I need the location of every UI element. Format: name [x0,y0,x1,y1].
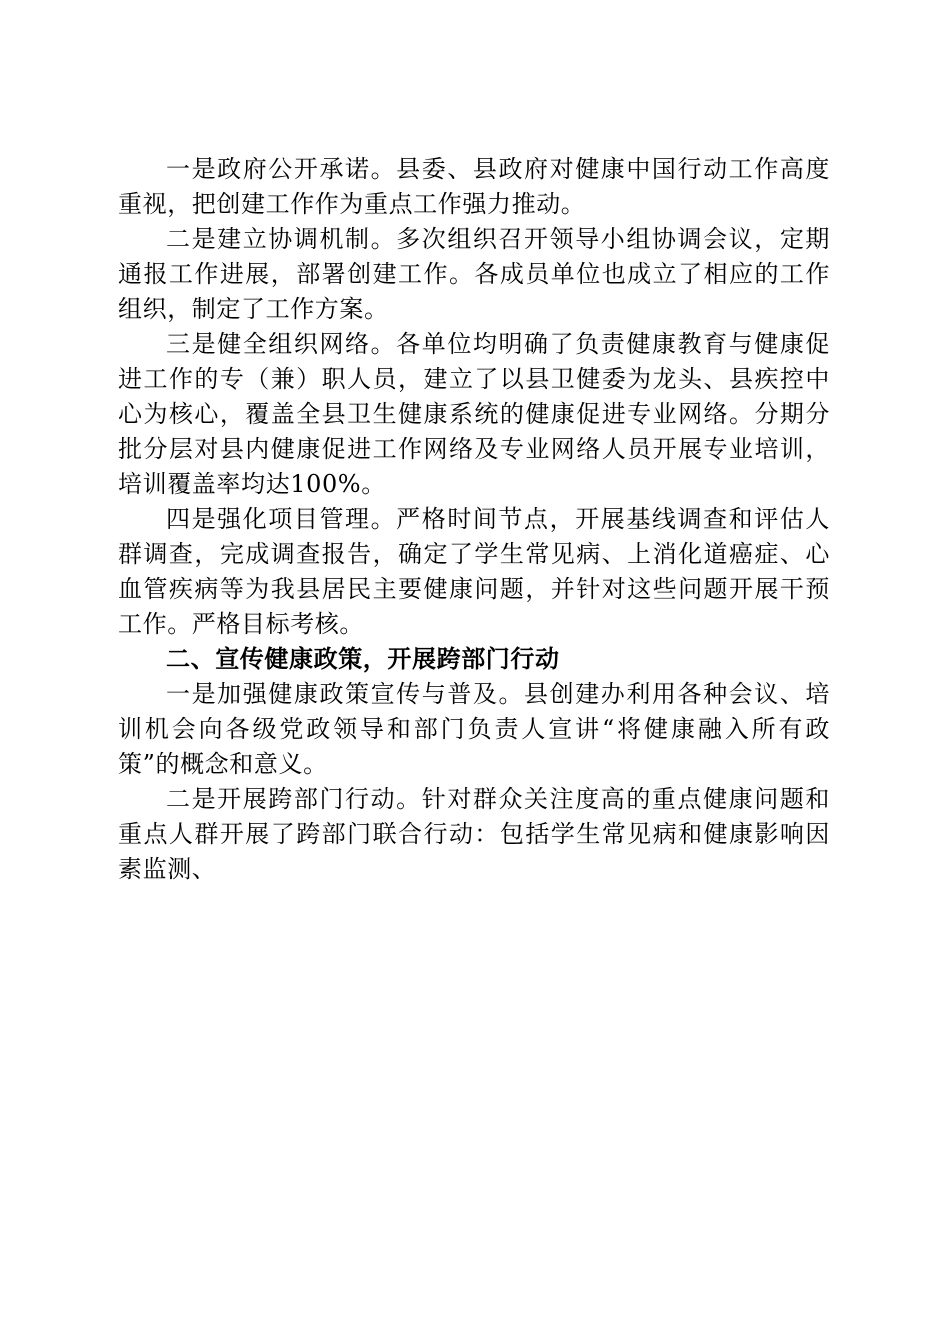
section-heading: 二、宣传健康政策，开展跨部门行动 [166,645,560,673]
document-page [118,152,830,887]
paragraph-government-commitment: 一是政府公开承诺。县委、县政府对健康中国行动工作高度重视，把创建工作作为重点工作强力推动。 [118,155,830,218]
paragraph-policy-publicity: 一是加强健康政策宣传与普及。县创建办利用各种会议、培训机会向各级党政领导和部门负责人宣讲“将健康融入所有政策”的概念和意义。 [118,680,830,778]
paragraph-project-management: 四是强化项目管理。严格时间节点，开展基线调查和评估人群调查，完成调查报告，确定了学生常见病、上消化道癌症、心血管疾病等为我县居民主要健康问题，并针对这些问题开展干预工作。严格目标考核。 [118,505,830,638]
paragraph-coordination-mechanism: 二是建立协调机制。多次组织召开领导小组协调会议，定期通报工作进展，部署创建工作。各成员单位也成立了相应的工作组织，制定了工作方案。 [118,225,830,323]
paragraph-organization-network: 三是健全组织网络。各单位均明确了负责健康教育与健康促进工作的专（兼）职人员，建立了以县卫健委为龙头、县疾控中心为核心，覆盖全县卫生健康系统的健康促进专业网络。分期分批分层对县内健康促进工作网络及专业网络人员开展专业培训，培训覆盖率均达100%。 [118,330,830,498]
paragraph-cross-department-action: 二是开展跨部门行动。针对群众关注度高的重点健康问题和重点人群开展了跨部门联合行动：包括学生常见病和健康影响因素监测、 [118,785,830,883]
